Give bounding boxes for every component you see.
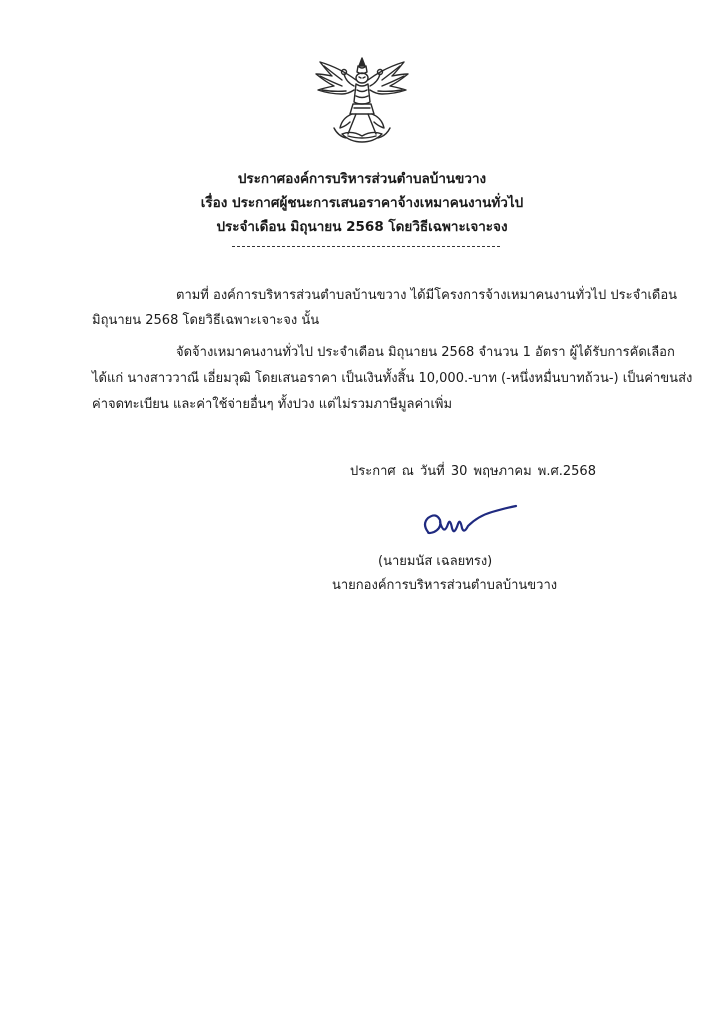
signer-title: นายกองค์การบริหารส่วนตำบลบ้านขวาง [332, 578, 558, 593]
paragraph-2-line-2: ได้แก่ นางสาววาณี เอี่ยมวุฒิ โดยเสนอราคา เป็นเงินทั้งสิ้น 10,000.-บาท (-หนึ่งหมื่นบาทถ้วน-) เป็นค่าขนส่ง [92, 371, 693, 386]
garuda-emblem-icon [312, 56, 412, 148]
paragraph-2-line-1: จัดจ้างเหมาคนงานทั่วไป ประจำเดือน มิถุนายน 2568 จำนวน 1 อัตรา ผู้ได้รับการคัดเลือก [176, 345, 675, 360]
announcement-date: ประกาศ ณ วันที่ 30 พฤษภาคม พ.ศ.2568 [350, 464, 596, 479]
announcement-period: ประจำเดือน มิถุนายน 2568 โดยวิธีเฉพาะเจาะจง [216, 219, 508, 235]
signer-name: (นายมนัส เฉลยทรง) [378, 554, 493, 569]
handwritten-signature [418, 502, 520, 546]
paragraph-1-line-2: มิถุนายน 2568 โดยวิธีเฉพาะเจาะจง นั้น [92, 313, 320, 328]
heading-divider [232, 246, 500, 247]
paragraph-2-line-3: ค่าจดทะเบียน และค่าใช้จ่ายอื่นๆ ทั้งปวง แต่ไม่รวมภาษีมูลค่าเพิ่ม [92, 397, 453, 412]
paragraph-1-line-1: ตามที่ องค์การบริหารส่วนตำบลบ้านขวาง ได้มีโครงการจ้างเหมาคนงานทั่วไป ประจำเดือน [176, 288, 678, 303]
announcement-title: ประกาศองค์การบริหารส่วนตำบลบ้านขวาง [237, 171, 487, 187]
announcement-subject: เรื่อง ประกาศผู้ชนะการเสนอราคาจ้างเหมาคนงานทั่วไป [200, 195, 524, 211]
